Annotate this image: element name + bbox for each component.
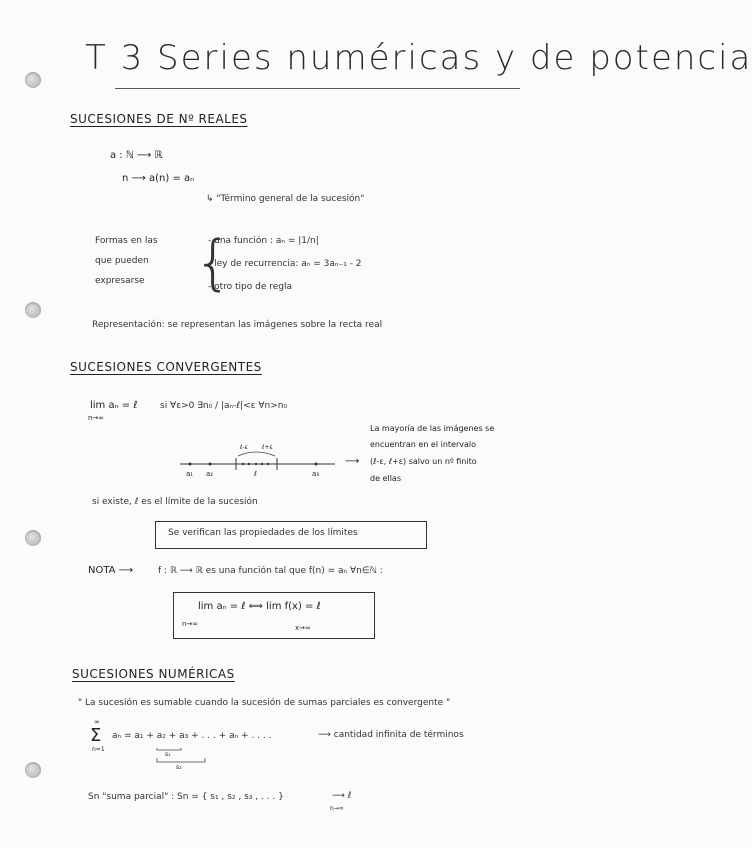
equivalence-subscript: x→∞ — [295, 624, 311, 632]
curly-brace: { — [194, 228, 233, 298]
forms-label-2: que pueden — [95, 256, 149, 266]
axis-label: a₁ — [186, 470, 194, 478]
nota-text: f : ℝ ⟶ ℝ es una función tal que f(n) = aₙ ∀n∈ℕ : — [158, 566, 383, 576]
interval-label: ℓ-ε — [240, 444, 248, 451]
forms-label-1: Formas en las — [95, 236, 158, 246]
axis-label: a₃ — [312, 470, 320, 478]
representation-text: Representación: se representan las imágenes sobre la recta real — [92, 320, 383, 330]
form-item: - una función : aₙ = |1/n| — [208, 236, 319, 246]
forms-label-3: expresarse — [95, 276, 145, 286]
equivalence-text: lim aₙ = ℓ ⟺ lim f(x) = ℓ — [198, 601, 321, 612]
sum-lower-limit: n=1 — [92, 746, 105, 753]
partial-sum-label: s₂ — [176, 764, 182, 771]
arrow-icon: ⟶ — [345, 456, 360, 467]
section-heading-convergentes: SUCESIONES CONVERGENTES — [70, 360, 262, 374]
series-expression: aₙ = a₁ + a₂ + a₃ + . . . + aₙ + . . . . — [112, 731, 272, 741]
sigma-symbol: Σ — [90, 725, 102, 746]
mapping-line-1: a : ℕ ⟶ ℝ — [110, 150, 163, 161]
equivalence-subscript: n→∞ — [182, 620, 199, 628]
limit-definition: si ∀ε>0 ∃n₀ / |aₙ-ℓ|<ε ∀n>n₀ — [160, 401, 288, 411]
general-term-note: ↳ "Término general de la sucesión" — [206, 194, 365, 204]
limit-subscript: n→∞ — [88, 414, 105, 422]
section-heading-reales: SUCESIONES DE Nº REALES — [70, 112, 248, 126]
mapping-line-2: n ⟶ a(n) = aₙ — [122, 173, 195, 184]
interval-note: La mayoría de las imágenes se — [370, 424, 495, 433]
interval-label: ℓ+ε — [262, 444, 273, 451]
summable-definition: " La sucesión es sumable cuando la sucesión de sumas parciales es convergente " — [78, 698, 451, 708]
limit-expression: lim aₙ = ℓ — [90, 400, 138, 411]
properties-text: Se verifican las propiedades de los límites — [168, 528, 358, 538]
axis-label: ℓ — [254, 470, 257, 478]
partial-sum-subscript: n→∞ — [330, 805, 344, 812]
form-item: - otro tipo de regla — [208, 282, 293, 292]
partial-sum-label: s₁ — [165, 751, 171, 758]
interval-note: encuentran en el intervalo — [370, 440, 477, 449]
partial-sum-limit: ⟶ ℓ — [332, 791, 352, 801]
limit-existence-text: si existe, ℓ es el límite de la sucesión — [92, 497, 258, 507]
axis-label: a₂ — [206, 470, 214, 478]
section-heading-numericas: SUCESIONES NUMÉRICAS — [72, 667, 235, 681]
nota-label: NOTA ⟶ — [88, 565, 134, 576]
interval-note: (ℓ-ε, ℓ+ε) salvo un nº finito — [370, 457, 477, 466]
form-item: - ley de recurrencia: aₙ = 3aₙ₋₁ - 2 — [208, 259, 362, 269]
infinite-terms-note: ⟶ cantidad infinita de términos — [318, 730, 464, 740]
page-title: T 3 Series numéricas y de potencia — [85, 38, 752, 78]
sum-upper-limit: ∞ — [94, 718, 100, 726]
interval-note: de ellas — [370, 474, 401, 483]
partial-sum-definition: Sn "suma parcial" : Sn = { s₁ , s₂ , s₃ , . . . } — [88, 792, 284, 802]
